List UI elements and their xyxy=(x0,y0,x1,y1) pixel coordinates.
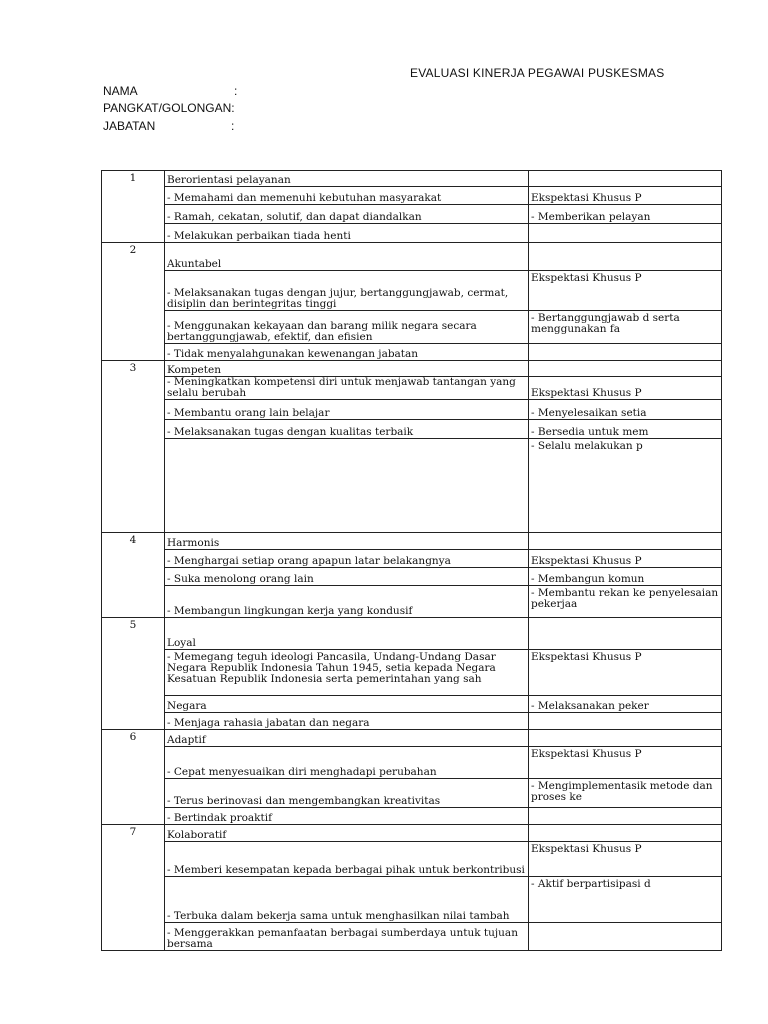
expectation-item: - Melaksanakan peker xyxy=(529,696,722,713)
section-item: - Memahami dan memenuhi kebutuhan masyarakat xyxy=(165,187,529,205)
section-number: 3 xyxy=(102,361,165,533)
section-item: Negara xyxy=(165,696,529,713)
right-cell-empty xyxy=(529,618,722,650)
expectation-item: - Menyelesaikan setia xyxy=(529,400,722,420)
right-cell-empty xyxy=(529,361,722,377)
expectation-header: Ekspektasi Khusus P xyxy=(529,747,722,779)
section-item: - Melakukan perbaikan tiada henti xyxy=(165,224,529,243)
section-row xyxy=(102,533,722,550)
section-row xyxy=(102,730,722,747)
section-item: - Cepat menyesuaikan diri menghadapi perubahan xyxy=(165,747,529,779)
expectation-item: - Bersedia untuk mem xyxy=(529,420,722,439)
section-item: - Memberi kesempatan kepada berbagai pihak untuk berkontribusi xyxy=(165,842,529,877)
item-row xyxy=(102,586,722,618)
section-category: Akuntabel xyxy=(165,243,529,271)
field-nama-label: NAMA xyxy=(103,84,138,98)
section-row xyxy=(102,171,722,187)
section-number: 2 xyxy=(102,243,165,361)
section-number: 5 xyxy=(102,618,165,730)
section-row xyxy=(102,618,722,650)
right-cell-empty xyxy=(529,730,722,747)
expectation-header: Ekspektasi Khusus P xyxy=(529,550,722,568)
evaluation-table xyxy=(101,170,722,951)
expectation-header: Ekspektasi Khusus P xyxy=(529,187,722,205)
section-item: - Terus berinovasi dan mengembangkan kreativitas xyxy=(165,779,529,808)
item-row xyxy=(102,877,722,923)
section-category: Berorientasi pelayanan xyxy=(165,171,529,187)
section-number: 4 xyxy=(102,533,165,618)
right-cell-empty xyxy=(529,171,722,187)
section-row xyxy=(102,243,722,271)
item-row xyxy=(102,205,722,224)
right-cell-empty xyxy=(529,825,722,842)
section-item: - Menggunakan kekayaan dan barang milik negara secara bertanggungjawab, efektif, dan efisien xyxy=(165,311,529,344)
item-row xyxy=(102,420,722,439)
field-nama-colon: : xyxy=(234,84,238,98)
expectation-item: - Mengimplementasik metode dan proses ke xyxy=(529,779,722,808)
item-row xyxy=(102,923,722,951)
item-row xyxy=(102,713,722,730)
field-pangkat-label: PANGKAT/GOLONGAN: xyxy=(103,101,235,115)
expectation-item: - Membantu rekan ke penyelesaian pekerjaa xyxy=(529,586,722,618)
expectation-header: Ekspektasi Khusus P xyxy=(529,650,722,696)
right-cell-empty xyxy=(529,344,722,361)
section-row xyxy=(102,825,722,842)
expectation-item: - Membangun komun xyxy=(529,568,722,586)
section-item: - Membantu orang lain belajar xyxy=(165,400,529,420)
item-row xyxy=(102,808,722,825)
section-category: Kompeten xyxy=(165,361,529,377)
section-category: Loyal xyxy=(165,618,529,650)
item-row xyxy=(102,439,722,533)
item-row xyxy=(102,568,722,586)
section-item: - Menggerakkan pemanfaatan berbagai sumberdaya untuk tujuan bersama xyxy=(165,923,529,951)
section-item: - Bertindak proaktif xyxy=(165,808,529,825)
section-category: Adaptif xyxy=(165,730,529,747)
field-jabatan-label: JABATAN xyxy=(103,119,156,133)
section-row xyxy=(102,361,722,377)
section-item: - Melaksanakan tugas dengan kualitas terbaik xyxy=(165,420,529,439)
expectation-item: - Memberikan pelayan xyxy=(529,205,722,224)
section-item: - Menghargai setiap orang apapun latar belakangnya xyxy=(165,550,529,568)
section-item: - Ramah, cekatan, solutif, dan dapat diandalkan xyxy=(165,205,529,224)
right-cell-empty xyxy=(529,224,722,243)
section-item: - Terbuka dalam bekerja sama untuk menghasilkan nilai tambah xyxy=(165,877,529,923)
field-jabatan-colon: : xyxy=(231,119,235,133)
section-number: 6 xyxy=(102,730,165,825)
expectation-item: - Aktif berpartisipasi d xyxy=(529,877,722,923)
item-row xyxy=(102,271,722,311)
right-cell-empty xyxy=(529,923,722,951)
item-row xyxy=(102,224,722,243)
section-item: - Melaksanakan tugas dengan jujur, bertanggungjawab, cermat, disiplin dan berintegritas tinggi xyxy=(165,271,529,311)
item-row xyxy=(102,550,722,568)
section-item: - Memegang teguh ideologi Pancasila, Undang-Undang Dasar Negara Republik Indonesia Tahun 1945, setia kepada Negara Kesatuan Republik Indonesia serta pemerintahan yang sah xyxy=(165,650,529,696)
expectation-item: - Selalu melakukan p xyxy=(529,439,722,533)
section-item: - Membangun lingkungan kerja yang kondusif xyxy=(165,586,529,618)
document-title: EVALUASI KINERJA PEGAWAI PUSKESMAS xyxy=(410,66,665,80)
expectation-header: Ekspektasi Khusus P xyxy=(529,271,722,311)
item-row xyxy=(102,696,722,713)
right-cell-empty xyxy=(529,243,722,271)
section-item-empty xyxy=(165,439,529,533)
right-cell-empty xyxy=(529,533,722,550)
right-cell-empty xyxy=(529,713,722,730)
item-row xyxy=(102,400,722,420)
section-item: - Meningkatkan kompetensi diri untuk menjawab tantangan yang selalu berubah xyxy=(165,377,529,400)
section-item: - Suka menolong orang lain xyxy=(165,568,529,586)
section-item: - Tidak menyalahgunakan kewenangan jabatan xyxy=(165,344,529,361)
section-number: 1 xyxy=(102,171,165,243)
item-row xyxy=(102,650,722,696)
section-number: 7 xyxy=(102,825,165,951)
item-row xyxy=(102,842,722,877)
right-cell-empty xyxy=(529,808,722,825)
section-category: Harmonis xyxy=(165,533,529,550)
expectation-header: Ekspektasi Khusus P xyxy=(529,377,722,400)
item-row xyxy=(102,187,722,205)
item-row xyxy=(102,344,722,361)
item-row xyxy=(102,311,722,344)
item-row xyxy=(102,377,722,400)
expectation-header: Ekspektasi Khusus P xyxy=(529,842,722,877)
expectation-item: - Bertanggungjawab d serta menggunakan fa xyxy=(529,311,722,344)
section-category: Kolaboratif xyxy=(165,825,529,842)
section-item: - Menjaga rahasia jabatan dan negara xyxy=(165,713,529,730)
item-row xyxy=(102,779,722,808)
item-row xyxy=(102,747,722,779)
